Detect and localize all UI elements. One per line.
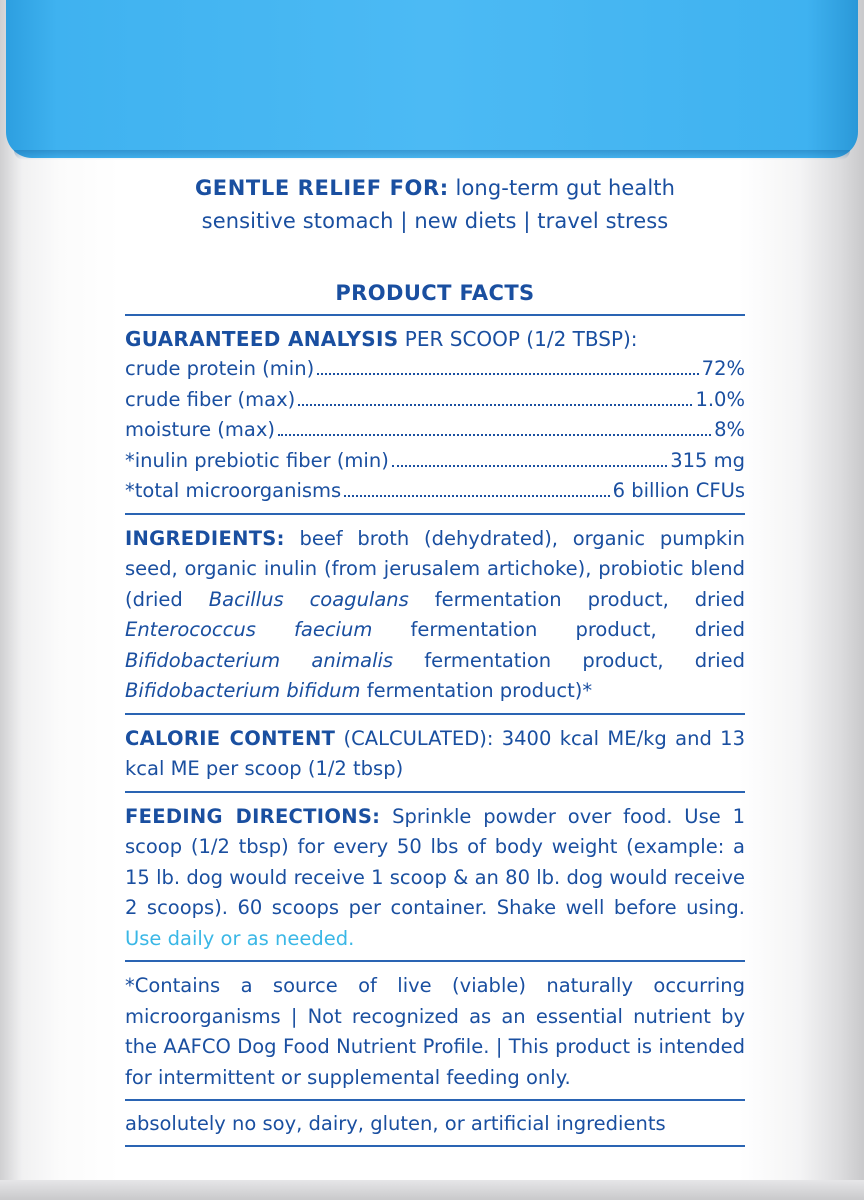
divider xyxy=(125,713,745,715)
feeding-highlight: Use daily or as needed. xyxy=(125,926,355,950)
calorie-section xyxy=(125,723,745,785)
divider xyxy=(125,791,745,793)
disclaimer-text: *Contains a source of live (viable) naturally occurring microorganisms | Not recognized as an essential nutrient by the AAFCO Dog Food Nutrient Profile. | This product is intended for intermittent or supplemental feeding only. xyxy=(125,974,745,1089)
relief-text: long-term gut health xyxy=(448,176,676,200)
analysis-value: 315 mg xyxy=(670,448,745,472)
calorie-label: CALORIE CONTENT xyxy=(125,726,336,750)
ingredient-species: Bifidobacterium animalis xyxy=(125,648,394,672)
canister-lid xyxy=(6,0,858,158)
feeding-text xyxy=(125,802,745,955)
analysis-row xyxy=(125,415,745,446)
relief-line-2: sensitive stomach | new diets | travel stress xyxy=(201,209,669,233)
disclaimer-section xyxy=(125,970,745,1093)
calorie-value: (CALCULATED): 3400 kcal ME/kg and 13 kcal ME per scoop (1/2 tbsp) xyxy=(125,726,745,780)
relief-section xyxy=(125,172,745,238)
canister-bottom-edge xyxy=(0,1180,864,1200)
analysis-heading-text: PER SCOOP (1/2 TBSP): xyxy=(398,327,638,351)
feeding-directions: Sprinkle powder over food. Use 1 scoop (1/2 tbsp) for every 50 lbs of body weight (example: a 15 lb. dog would receive 1 scoop & an 80 lb. dog would receive 2 scoops). 60 scoops per container. Shake well before using. xyxy=(125,804,745,919)
analysis-value: 8% xyxy=(714,418,745,441)
dot-leader xyxy=(317,373,698,375)
analysis-value: 72% xyxy=(701,357,745,380)
analysis-heading-label: GUARANTEED ANALYSIS xyxy=(125,327,399,351)
analysis-name: *inulin prebiotic fiber (min) xyxy=(125,448,389,472)
product-facts-title: PRODUCT FACTS xyxy=(335,281,535,305)
dot-leader xyxy=(344,495,609,497)
divider xyxy=(125,513,745,515)
lid-rim-shadow xyxy=(14,150,850,160)
relief-label: GENTLE RELIEF FOR: xyxy=(194,176,449,200)
analysis-name: *total microorganisms xyxy=(125,479,342,502)
calorie-text xyxy=(125,724,745,785)
analysis-row xyxy=(125,354,745,385)
dot-leader xyxy=(278,434,711,436)
product-label xyxy=(125,172,745,1155)
ingredients-part: fermentation product, dried xyxy=(393,648,745,672)
analysis-row xyxy=(125,446,745,477)
dot-leader xyxy=(392,465,667,467)
feeding-section xyxy=(125,801,745,955)
analysis-row xyxy=(125,385,745,416)
divider xyxy=(125,1145,745,1147)
divider xyxy=(125,960,745,962)
ingredients-part: fermentation product)* xyxy=(360,679,593,702)
ingredient-species: Bifidobacterium bifidum xyxy=(125,679,361,702)
ingredients-text xyxy=(125,524,745,707)
analysis-name: crude protein (min) xyxy=(125,357,315,380)
dot-leader xyxy=(298,404,692,406)
guaranteed-analysis xyxy=(125,324,745,507)
ingredients-part: beef broth (dehydrated), organic pumpkin seed, organic inulin (from jerusalem artichoke), probiotic blend (dried xyxy=(125,526,745,611)
ingredients-part: fermentation product, dried xyxy=(372,618,745,641)
analysis-value: 6 billion CFUs xyxy=(612,479,745,502)
feeding-label: FEEDING DIRECTIONS: xyxy=(125,804,381,828)
divider xyxy=(125,314,745,316)
analysis-value: 1.0% xyxy=(695,387,745,411)
ingredients-label: INGREDIENTS: xyxy=(125,526,285,550)
ingredient-species: Enterococcus faecium xyxy=(125,618,373,641)
divider xyxy=(125,1099,745,1101)
analysis-row xyxy=(125,476,745,507)
ingredients-section xyxy=(125,523,745,707)
analysis-name: moisture (max) xyxy=(125,418,275,441)
analysis-name: crude fiber (max) xyxy=(125,387,296,411)
ingredients-part: fermentation product, dried xyxy=(408,587,745,611)
relief-line-1 xyxy=(125,172,745,205)
analysis-heading xyxy=(125,324,745,354)
ingredient-species: Bacillus coagulans xyxy=(208,587,409,611)
free-from-statement: absolutely no soy, dairy, gluten, or artificial ingredients xyxy=(125,1112,666,1135)
